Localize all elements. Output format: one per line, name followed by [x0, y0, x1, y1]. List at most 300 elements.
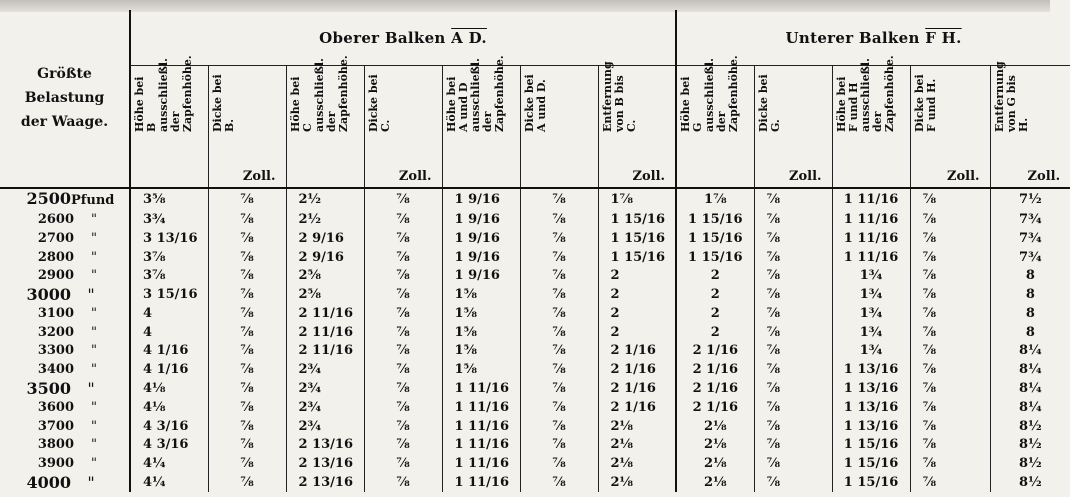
upper-beam-label: Oberer Balken [319, 28, 446, 47]
column-header-text: Höhe bei F und H ausschließl. der Zapfenhöhe. [834, 55, 896, 133]
column-header-text: Höhe bei B ausschließl. der Zapfenhöhe. [133, 55, 194, 133]
value-cell: ⅞ [520, 210, 598, 229]
value-cell: 2 1/16 [598, 360, 676, 379]
unit-cell [286, 153, 364, 188]
value-cell: 4¼ [130, 454, 208, 473]
unit-cell [442, 153, 520, 188]
unit-row [0, 153, 1070, 188]
table-row [0, 229, 1070, 248]
unit-label: Zoll. [990, 153, 1070, 188]
load-value: 3600 [37, 399, 74, 415]
value-cell: ⅞ [754, 454, 832, 473]
value-cell: 1 11/16 [442, 454, 520, 473]
unit-label: Zoll. [910, 153, 990, 188]
value-cell: ⅞ [364, 266, 442, 285]
value-cell: ⅞ [208, 360, 286, 379]
column-header [130, 55, 208, 153]
value-cell: 2 [676, 266, 754, 285]
value-cell: 7¾ [990, 248, 1070, 267]
value-cell: 1¾ [832, 304, 910, 323]
load-cell [0, 266, 130, 285]
ditto-mark: " [91, 268, 97, 284]
value-cell: ⅞ [754, 379, 832, 398]
value-cell: ⅞ [910, 188, 990, 210]
value-cell: ⅞ [754, 248, 832, 267]
unit-label: Zoll. [754, 153, 832, 188]
value-cell: ⅞ [910, 454, 990, 473]
value-cell: ⅞ [208, 435, 286, 454]
load-cell [0, 323, 130, 342]
load-value: 3900 [37, 456, 74, 472]
pound-unit: Pfund [71, 193, 115, 209]
unit-label: Zoll. [208, 153, 286, 188]
value-cell: 4 [130, 304, 208, 323]
ditto-mark: " [91, 230, 97, 246]
value-cell: 1⅝ [442, 360, 520, 379]
value-cell: 1 11/16 [832, 210, 910, 229]
value-cell: 2¾ [286, 379, 364, 398]
value-cell: ⅞ [520, 266, 598, 285]
value-cell: ⅞ [520, 323, 598, 342]
lower-beam-label: Unterer Balken [785, 28, 920, 47]
value-cell: 1 11/16 [832, 248, 910, 267]
table-row [0, 360, 1070, 379]
column-header [754, 66, 832, 153]
value-cell: 8 [990, 304, 1070, 323]
value-cell: 2⅛ [598, 473, 676, 492]
value-cell: ⅞ [520, 360, 598, 379]
value-cell: ⅞ [208, 398, 286, 417]
value-cell: ⅞ [910, 266, 990, 285]
value-cell: 2⅛ [676, 417, 754, 436]
load-value: 2900 [37, 268, 74, 284]
value-cell: ⅞ [364, 398, 442, 417]
value-cell: ⅞ [754, 417, 832, 436]
column-header [832, 55, 910, 153]
value-cell: 1 13/16 [832, 417, 910, 436]
table-row [0, 304, 1070, 323]
value-cell: 2½ [286, 210, 364, 229]
value-cell: 3⅞ [130, 266, 208, 285]
load-cell [0, 304, 130, 323]
value-cell: ⅞ [364, 360, 442, 379]
column-header [520, 66, 598, 153]
column-header-text: Höhe bei C ausschließl. der Zapfenhöhe. [288, 55, 350, 133]
value-cell: 1⅝ [442, 323, 520, 342]
value-cell: 2 [598, 323, 676, 342]
value-cell: ⅞ [754, 342, 832, 361]
load-cell [0, 417, 130, 436]
value-cell: ⅞ [910, 229, 990, 248]
unit-label: Zoll. [598, 153, 676, 188]
value-cell: 2¾ [286, 398, 364, 417]
value-cell: ⅞ [910, 360, 990, 379]
column-header-text: Dicke bei C. [366, 74, 392, 133]
value-cell: ⅞ [910, 435, 990, 454]
value-cell: 2¾ [286, 417, 364, 436]
value-cell: 2 [676, 304, 754, 323]
value-cell: ⅞ [520, 454, 598, 473]
ditto-mark: " [91, 211, 97, 227]
value-cell: 1 11/16 [442, 417, 520, 436]
value-cell: 8½ [990, 454, 1070, 473]
ditto-mark: " [91, 249, 97, 265]
column-header [598, 61, 676, 153]
value-cell: 3⅞ [130, 248, 208, 267]
value-cell: 2 1/16 [676, 360, 754, 379]
load-label: Größte Belastung der Waage. [20, 66, 109, 131]
load-value: 2500 [26, 189, 71, 209]
value-cell: ⅞ [754, 285, 832, 304]
value-cell: 2 1/16 [676, 379, 754, 398]
table-row [0, 323, 1070, 342]
value-cell: 8 [990, 285, 1070, 304]
value-cell: 1⅝ [442, 285, 520, 304]
value-cell: ⅞ [364, 188, 442, 210]
ditto-mark: " [91, 305, 97, 321]
value-cell: ⅞ [208, 210, 286, 229]
value-cell: 4 1/16 [130, 360, 208, 379]
value-cell: 1⅞ [676, 188, 754, 210]
column-header-text: Dicke bei B. [210, 74, 236, 133]
value-cell: 4 3/16 [130, 435, 208, 454]
value-cell: ⅞ [520, 435, 598, 454]
value-cell: 2 11/16 [286, 304, 364, 323]
value-cell: 2 1/16 [598, 379, 676, 398]
value-cell: ⅞ [910, 304, 990, 323]
value-cell: 2 [598, 266, 676, 285]
load-value: 3700 [37, 418, 74, 434]
column-header [442, 55, 520, 153]
column-header-text: Höhe bei G ausschließl. der Zapfenhöhe. [679, 55, 741, 133]
value-cell: 4 1/16 [130, 342, 208, 361]
value-cell: 1 9/16 [442, 248, 520, 267]
value-cell: 2 1/16 [676, 398, 754, 417]
load-cell [0, 398, 130, 417]
value-cell: 8½ [990, 473, 1070, 492]
value-cell: ⅞ [208, 473, 286, 492]
load-cell [0, 285, 130, 304]
value-cell: ⅞ [520, 417, 598, 436]
value-cell: ⅞ [910, 342, 990, 361]
value-cell: ⅞ [208, 285, 286, 304]
value-cell: 2⅝ [286, 285, 364, 304]
table-row [0, 435, 1070, 454]
value-cell: 4⅛ [130, 379, 208, 398]
value-cell: 1 15/16 [598, 210, 676, 229]
value-cell: ⅞ [364, 210, 442, 229]
value-cell: ⅞ [910, 210, 990, 229]
load-value: 3400 [37, 362, 74, 378]
column-header [910, 66, 990, 153]
table-row [0, 285, 1070, 304]
value-cell: 1¾ [832, 266, 910, 285]
value-cell: ⅞ [520, 398, 598, 417]
value-cell: 1 9/16 [442, 266, 520, 285]
value-cell: 8½ [990, 435, 1070, 454]
table-row [0, 210, 1070, 229]
value-cell: ⅞ [208, 248, 286, 267]
dimension-table [0, 10, 1070, 492]
value-cell: ⅞ [208, 417, 286, 436]
column-header-text: Dicke bei A und D. [522, 74, 548, 133]
value-cell: 8¼ [990, 379, 1070, 398]
value-cell: 2 9/16 [286, 229, 364, 248]
value-cell: 8¼ [990, 398, 1070, 417]
load-value: 2700 [37, 230, 74, 246]
table-row [0, 379, 1070, 398]
ditto-mark: " [87, 285, 95, 305]
value-cell: 4⅛ [130, 398, 208, 417]
value-cell: ⅞ [208, 188, 286, 210]
upper-beam-letters: A D. [451, 28, 487, 47]
ditto-mark: " [91, 343, 97, 359]
load-value: 2600 [37, 211, 74, 227]
value-cell: 8½ [990, 417, 1070, 436]
value-cell: ⅞ [520, 229, 598, 248]
table-row [0, 454, 1070, 473]
load-value: 3200 [37, 324, 74, 340]
load-cell [0, 379, 130, 398]
column-header [208, 66, 286, 153]
value-cell: ⅞ [208, 304, 286, 323]
value-cell: 1⅝ [442, 342, 520, 361]
ditto-mark: " [91, 437, 97, 453]
unit-cell [520, 153, 598, 188]
value-cell: 2 11/16 [286, 342, 364, 361]
value-cell: ⅞ [208, 454, 286, 473]
ditto-mark: " [87, 379, 95, 399]
value-cell: ⅞ [364, 417, 442, 436]
load-cell [0, 229, 130, 248]
value-cell: ⅞ [208, 266, 286, 285]
column-header [990, 61, 1070, 153]
value-cell: 1¾ [832, 342, 910, 361]
value-cell: 1 15/16 [832, 454, 910, 473]
value-cell: 3 13/16 [130, 229, 208, 248]
value-cell: ⅞ [364, 285, 442, 304]
value-cell: 2¾ [286, 360, 364, 379]
table-row [0, 188, 1070, 210]
column-header-text: Entfernung von B bis C. [600, 61, 638, 133]
table-body [0, 188, 1070, 492]
value-cell: 2 13/16 [286, 473, 364, 492]
value-cell: 2 [676, 285, 754, 304]
value-cell: 3⅝ [130, 188, 208, 210]
value-cell: 1 15/16 [598, 248, 676, 267]
value-cell: 2⅛ [598, 454, 676, 473]
value-cell: ⅞ [754, 304, 832, 323]
value-cell: ⅞ [208, 323, 286, 342]
sub-header-row [0, 66, 1070, 153]
load-cell [0, 248, 130, 267]
value-cell: 1 11/16 [442, 473, 520, 492]
ditto-mark: " [91, 399, 97, 415]
value-cell: 8 [990, 323, 1070, 342]
value-cell: ⅞ [910, 379, 990, 398]
value-cell: 1⅞ [598, 188, 676, 210]
value-cell: 1 9/16 [442, 229, 520, 248]
value-cell: ⅞ [910, 473, 990, 492]
value-cell: ⅞ [364, 342, 442, 361]
ditto-mark: " [91, 324, 97, 340]
value-cell: 1 15/16 [832, 435, 910, 454]
value-cell: 1 15/16 [598, 229, 676, 248]
value-cell: ⅞ [208, 342, 286, 361]
ditto-mark: " [91, 418, 97, 434]
load-value: 3000 [26, 285, 71, 305]
value-cell: ⅞ [520, 188, 598, 210]
value-cell: ⅞ [364, 323, 442, 342]
value-cell: 1 13/16 [832, 398, 910, 417]
value-cell: 2½ [286, 188, 364, 210]
ditto-mark: " [87, 473, 95, 493]
column-header-text: Höhe bei A und D ausschließl. der Zapfenhöhe. [444, 55, 506, 133]
load-cell [0, 435, 130, 454]
value-cell: ⅞ [910, 398, 990, 417]
value-cell: ⅞ [910, 248, 990, 267]
value-cell: 2⅛ [598, 435, 676, 454]
load-value: 3500 [26, 379, 71, 399]
value-cell: ⅞ [208, 229, 286, 248]
value-cell: ⅞ [910, 285, 990, 304]
value-cell: 2⅛ [676, 473, 754, 492]
value-cell: ⅞ [754, 473, 832, 492]
value-cell: 1 13/16 [832, 379, 910, 398]
column-header [364, 66, 442, 153]
value-cell: 2⅛ [676, 435, 754, 454]
value-cell: ⅞ [520, 285, 598, 304]
value-cell: 3 15/16 [130, 285, 208, 304]
value-cell: ⅞ [754, 266, 832, 285]
value-cell: 2 [676, 323, 754, 342]
value-cell: ⅞ [364, 248, 442, 267]
value-cell: 2⅛ [598, 417, 676, 436]
value-cell: 7¾ [990, 229, 1070, 248]
value-cell: 2 1/16 [598, 342, 676, 361]
value-cell: ⅞ [754, 398, 832, 417]
value-cell: 2 13/16 [286, 435, 364, 454]
load-value: 3100 [37, 305, 74, 321]
value-cell: 8 [990, 266, 1070, 285]
lower-beam-letters: F H. [925, 28, 962, 47]
value-cell: 1 15/16 [676, 210, 754, 229]
column-header-text: Dicke bei F und H. [912, 74, 938, 133]
value-cell: 1 11/16 [442, 398, 520, 417]
value-cell: ⅞ [754, 360, 832, 379]
value-cell: 2 13/16 [286, 454, 364, 473]
value-cell: ⅞ [364, 304, 442, 323]
load-cell [0, 454, 130, 473]
column-header [286, 55, 364, 153]
value-cell: 1 9/16 [442, 210, 520, 229]
value-cell: 2⅛ [676, 454, 754, 473]
value-cell: 2 1/16 [598, 398, 676, 417]
value-cell: ⅞ [520, 304, 598, 323]
load-cell [0, 188, 130, 210]
value-cell: 1⅝ [442, 304, 520, 323]
load-cell [0, 360, 130, 379]
value-cell: 1 11/16 [832, 229, 910, 248]
value-cell: 1 11/16 [442, 435, 520, 454]
value-cell: 2 1/16 [676, 342, 754, 361]
value-cell: ⅞ [910, 417, 990, 436]
ditto-mark: " [91, 362, 97, 378]
value-cell: 1 15/16 [676, 248, 754, 267]
value-cell: 1¾ [832, 323, 910, 342]
table-row [0, 417, 1070, 436]
upper-beam-header [130, 10, 676, 66]
value-cell: 2⅝ [286, 266, 364, 285]
value-cell: 1¾ [832, 285, 910, 304]
value-cell: ⅞ [754, 210, 832, 229]
value-cell: ⅞ [754, 323, 832, 342]
table-row [0, 473, 1070, 492]
value-cell: ⅞ [364, 229, 442, 248]
value-cell: ⅞ [208, 379, 286, 398]
value-cell: ⅞ [364, 454, 442, 473]
value-cell: 1 15/16 [676, 229, 754, 248]
load-value: 4000 [26, 473, 71, 493]
value-cell: ⅞ [520, 379, 598, 398]
load-cell [0, 473, 130, 492]
ditto-mark: " [91, 456, 97, 472]
column-header [676, 55, 754, 153]
value-cell: 2 [598, 304, 676, 323]
value-cell: ⅞ [910, 323, 990, 342]
value-cell: ⅞ [364, 379, 442, 398]
value-cell: 7¾ [990, 210, 1070, 229]
table-row [0, 248, 1070, 267]
value-cell: 3¾ [130, 210, 208, 229]
load-column-header [0, 10, 130, 188]
value-cell: 2 9/16 [286, 248, 364, 267]
value-cell: 8¼ [990, 360, 1070, 379]
table-row [0, 398, 1070, 417]
value-cell: 1 15/16 [832, 473, 910, 492]
load-cell [0, 342, 130, 361]
value-cell: 1 11/16 [832, 188, 910, 210]
unit-cell [832, 153, 910, 188]
value-cell: ⅞ [520, 342, 598, 361]
value-cell: 1 9/16 [442, 188, 520, 210]
value-cell: ⅞ [364, 473, 442, 492]
value-cell: 1 13/16 [832, 360, 910, 379]
load-value: 3300 [37, 343, 74, 359]
value-cell: ⅞ [754, 229, 832, 248]
value-cell: ⅞ [520, 473, 598, 492]
value-cell: ⅞ [364, 435, 442, 454]
value-cell: ⅞ [754, 188, 832, 210]
unit-cell [676, 153, 754, 188]
value-cell: 4 3/16 [130, 417, 208, 436]
load-value: 3800 [37, 437, 74, 453]
table-row [0, 266, 1070, 285]
value-cell: 8¼ [990, 342, 1070, 361]
unit-cell [130, 153, 208, 188]
column-header-text: Dicke bei G. [756, 74, 782, 133]
load-cell [0, 210, 130, 229]
column-header-text: Entfernung von G bis H. [992, 61, 1030, 133]
value-cell: ⅞ [754, 435, 832, 454]
value-cell: 2 11/16 [286, 323, 364, 342]
value-cell: 2 [598, 285, 676, 304]
value-cell: 1 11/16 [442, 379, 520, 398]
load-value: 2800 [37, 249, 74, 265]
value-cell: ⅞ [520, 248, 598, 267]
value-cell: 4 [130, 323, 208, 342]
value-cell: 7½ [990, 188, 1070, 210]
